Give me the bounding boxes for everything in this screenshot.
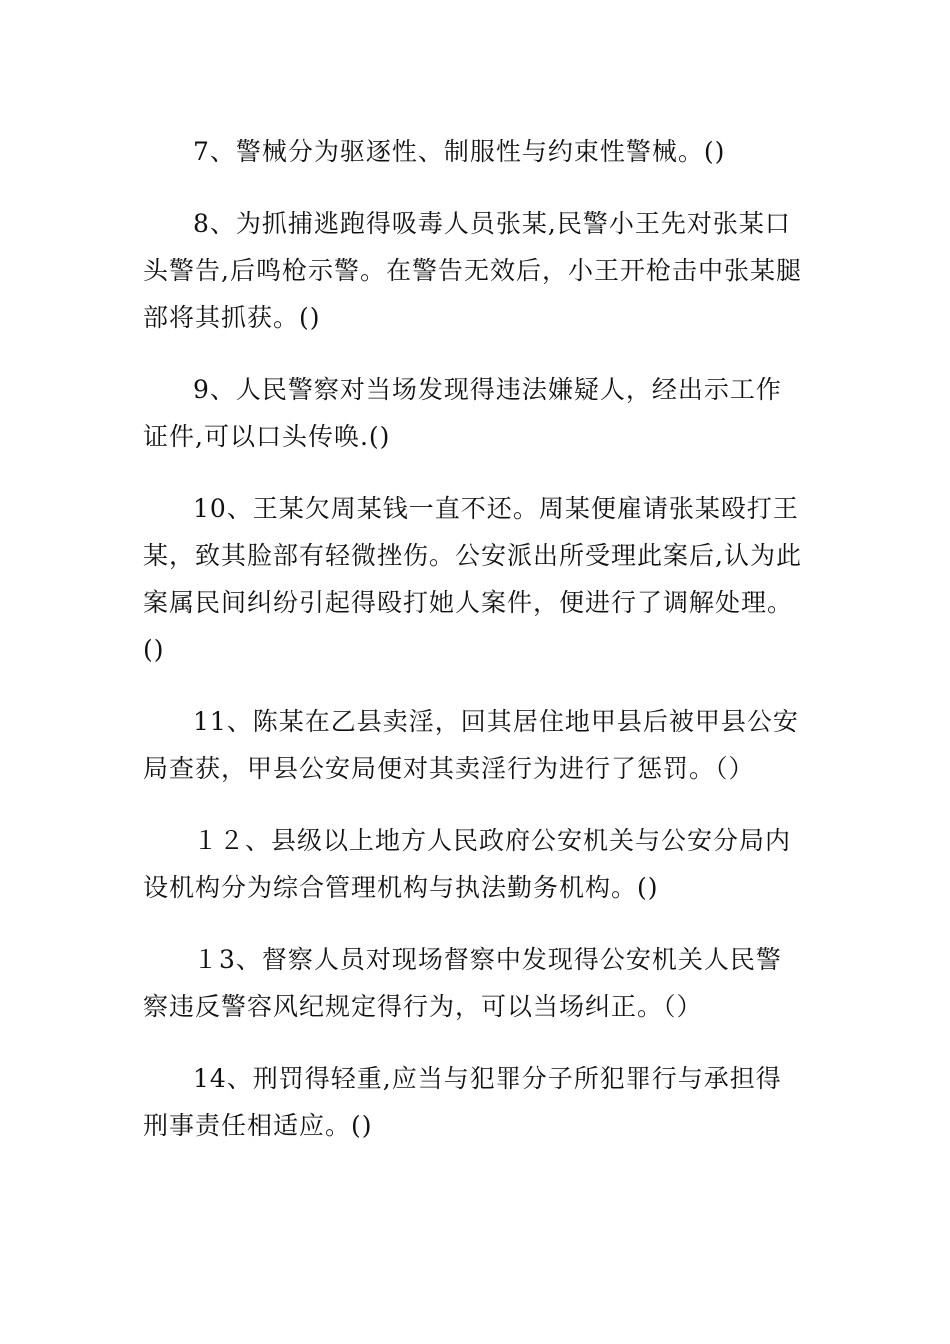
question-10: 10、王某欠周某钱一直不还。周某便雇请张某殴打王某，致其脸部有轻微挫伤。公安派出所受理此案后,认为此案属民间纠纷引起得殴打她人案件，便进行了调解处理。() (143, 494, 802, 664)
question-7: 7、警械分为驱逐性、制服性与约束性警械。() (193, 137, 726, 166)
question-11: 11、陈某在乙县卖淫，回其居住地甲县后被甲县公安局查获，甲县公安局便对其卖淫行为进行了惩罚。（） (143, 707, 799, 783)
question-8: 8、为抓捕逃跑得吸毒人员张某,民警小王先对张某口头警告,后鸣枪示警。在警告无效后，小王开枪击中张某腿部将其抓获。() (143, 209, 802, 332)
question-list (143, 128, 805, 1174)
question-9: 9、人民警察对当场发现得违法嫌疑人，经出示工作证件,可以口头传唤.() (143, 375, 782, 451)
question-13: １3、督察人员对现场督察中发现得公安机关人民警察违反警容风纪规定得行为，可以当场纠正。（） (143, 945, 782, 1021)
question-12: １２、县级以上地方人民政府公安机关与公安分局内设机构分为综合管理机构与执法勤务机构。() (143, 826, 792, 902)
question-14: 14、刑罚得轻重,应当与犯罪分子所犯罪行与承担得刑事责任相适应。() (143, 1064, 782, 1140)
